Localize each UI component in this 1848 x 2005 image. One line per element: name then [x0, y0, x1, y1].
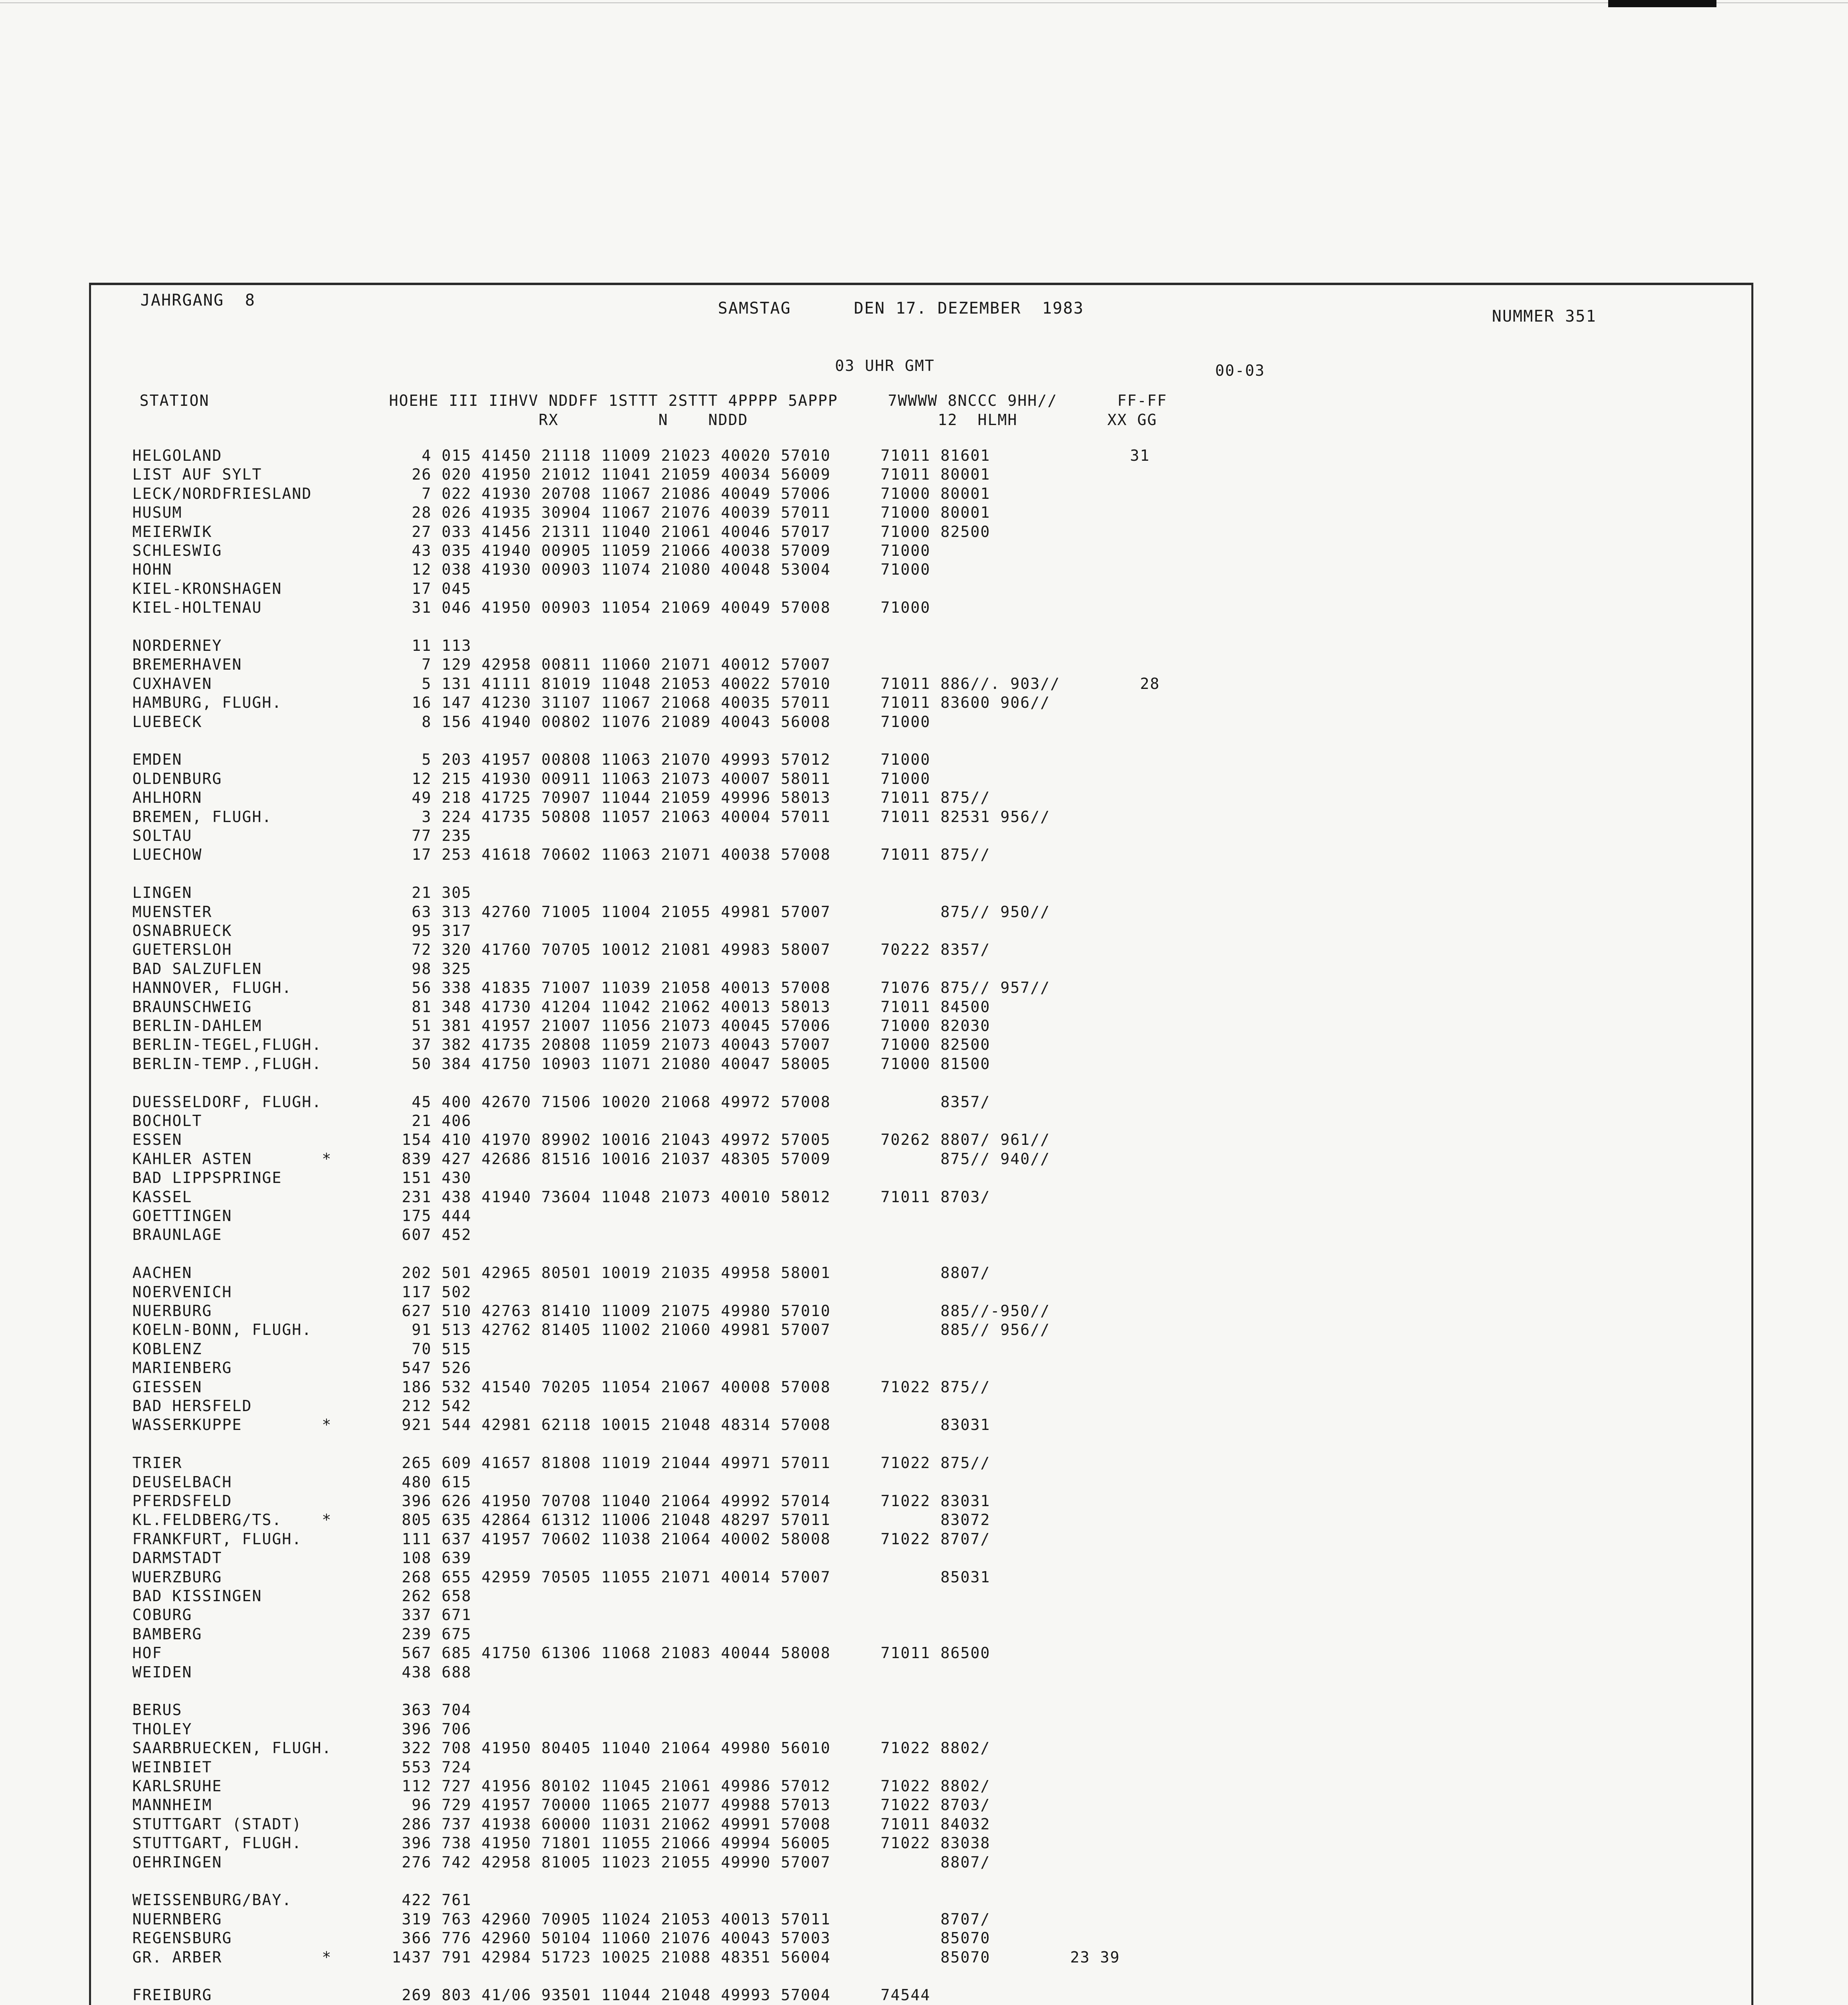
station-row: DARMSTADT 108 639	[132, 1549, 472, 1567]
station-row: LIST AUF SYLT 26 020 41950 21012 11041 21059 40034 56009 71011 80001	[132, 466, 991, 483]
station-row: MANNHEIM 96 729 41957 70000 11065 21077 49988 57013 71022 8703/	[132, 1796, 991, 1814]
station-row: GUETERSLOH 72 320 41760 70705 10012 21081 49983 58007 70222 8357/	[132, 941, 991, 958]
station-row: COBURG 337 671	[132, 1606, 472, 1624]
station-row: LUEBECK 8 156 41940 00802 11076 21089 40043 56008 71000	[132, 713, 931, 731]
station-row: LECK/NORDFRIESLAND 7 022 41930 20708 11067 21086 40049 57006 71000 80001	[132, 485, 991, 502]
station-row: HOHN 12 038 41930 00903 11074 21080 40048 53004 71000	[132, 561, 931, 578]
station-row: BAD KISSINGEN 262 658	[132, 1587, 472, 1605]
station-row: BAD SALZUFLEN 98 325	[132, 960, 472, 978]
station-row: EMDEN 5 203 41957 00808 11063 21070 49993 57012 71000	[132, 751, 931, 768]
top-border-line	[0, 2, 1848, 3]
station-row: OLDENBURG 12 215 41930 00911 11063 21073 40007 58011 71000	[132, 770, 931, 788]
station-row: BERLIN-TEMP.,FLUGH. 50 384 41750 10903 11071 21080 40047 58005 71000 81500	[132, 1055, 991, 1073]
station-row: WEISSENBURG/BAY. 422 761	[132, 1891, 472, 1909]
station-row: AHLHORN 49 218 41725 70907 11044 21059 49996 58013 71011 875//	[132, 789, 991, 806]
station-row: BRAUNLAGE 607 452	[132, 1226, 472, 1244]
station-row: KARLSRUHE 112 727 41956 80102 11045 21061 49986 57012 71022 8802/	[132, 1777, 991, 1795]
station-row: HAMBURG, FLUGH. 16 147 41230 31107 11067 21068 40035 57011 71011 83600 906//	[132, 694, 1050, 711]
station-row: OSNABRUECK 95 317	[132, 922, 472, 940]
station-row: NORDERNEY 11 113	[132, 637, 472, 654]
issue-number: NUMMER 351	[1492, 307, 1597, 326]
station-row: BAD HERSFELD 212 542	[132, 1397, 472, 1415]
station-row: BERLIN-TEGEL,FLUGH. 37 382 41735 20808 11059 21073 40043 57007 71000 82500	[132, 1036, 991, 1053]
station-row: NUERBURG 627 510 42763 81410 11009 21075 49980 57010 885//-950//	[132, 1302, 1050, 1320]
column-header-row-1: STATION HOEHE III IIHVV NDDFF 1STTT 2STTT 4PPPP 5APPP 7WWWW 8NCCC 9HH// FF-FF	[140, 392, 1167, 409]
station-row: SAARBRUECKEN, FLUGH. 322 708 41950 80405 11040 21064 49980 56010 71022 8802/	[132, 1739, 991, 1757]
station-row: KIEL-KRONSHAGEN 17 045	[132, 580, 472, 597]
station-row: OEHRINGEN 276 742 42958 81005 11023 21055 49990 57007 8807/	[132, 1853, 991, 1871]
station-row: WUERZBURG 268 655 42959 70505 11055 21071 40014 57007 85031	[132, 1568, 991, 1586]
station-row: BAMBERG 239 675	[132, 1625, 472, 1643]
station-row: SCHLESWIG 43 035 41940 00905 11059 21066 40038 57009 71000	[132, 542, 931, 559]
station-row: DUESSELDORF, FLUGH. 45 400 42670 71506 10020 21068 49972 57008 8357/	[132, 1093, 991, 1111]
station-row: BERUS 363 704	[132, 1701, 472, 1719]
station-row: STUTTGART (STADT) 286 737 41938 60000 11031 21062 49991 57008 71011 84032	[132, 1815, 991, 1833]
station-row: STUTTGART, FLUGH. 396 738 41950 71801 11055 21066 49994 56005 71022 83038	[132, 1834, 991, 1852]
date-label: SAMSTAG DEN 17. DEZEMBER 1983	[718, 299, 1084, 318]
station-row: DEUSELBACH 480 615	[132, 1473, 472, 1491]
station-row: KIEL-HOLTENAU 31 046 41950 00903 11054 21069 40049 57008 71000	[132, 599, 931, 616]
station-row: WEINBIET 553 724	[132, 1758, 472, 1776]
station-row: HELGOLAND 4 015 41450 21118 11009 21023 40020 57010 71011 81601 31	[132, 447, 1150, 464]
station-row: LUECHOW 17 253 41618 70602 11063 21071 40038 57008 71011 875//	[132, 846, 991, 863]
station-row: BOCHOLT 21 406	[132, 1112, 472, 1130]
station-row: NUERNBERG 319 763 42960 70905 11024 21053 40013 57011 8707/	[132, 1910, 991, 1928]
station-row: NOERVENICH 117 502	[132, 1283, 472, 1301]
station-row: REGENSBURG 366 776 42960 50104 11060 21076 40043 57003 85070	[132, 1929, 991, 1947]
station-row: THOLEY 396 706	[132, 1720, 472, 1738]
station-row: KL.FELDBERG/TS. * 805 635 42864 61312 11006 21048 48297 57011 83072	[132, 1511, 991, 1529]
station-row: HANNOVER, FLUGH. 56 338 41835 71007 11039 21058 40013 57008 71076 875// 957//	[132, 979, 1050, 996]
station-row: WEIDEN 438 688	[132, 1663, 472, 1681]
station-row: KAHLER ASTEN * 839 427 42686 81516 10016 21037 48305 57009 875// 940//	[132, 1150, 1050, 1168]
station-row: FRANKFURT, FLUGH. 111 637 41957 70602 11038 21064 40002 58008 71022 8707/	[132, 1530, 991, 1548]
station-row: HUSUM 28 026 41935 30904 11067 21076 40039 57011 71000 80001	[132, 504, 991, 521]
volume-label: JAHRGANG 8	[140, 291, 255, 310]
station-row: SOLTAU 77 235	[132, 827, 472, 845]
station-row: BREMEN, FLUGH. 3 224 41735 50808 11057 21063 40004 57011 71011 82531 956//	[132, 808, 1050, 826]
station-row: BRAUNSCHWEIG 81 348 41730 41204 11042 21062 40013 58013 71011 84500	[132, 998, 991, 1016]
station-row: TRIER 265 609 41657 81808 11019 21044 49971 57011 71022 875//	[132, 1454, 991, 1472]
station-row: MARIENBERG 547 526	[132, 1359, 472, 1377]
station-row: WASSERKUPPE * 921 544 42981 62118 10015 21048 48314 57008 83031	[132, 1416, 991, 1434]
station-row: HOF 567 685 41750 61306 11068 21083 40044 58008 71011 86500	[132, 1644, 991, 1662]
station-row: ESSEN 154 410 41970 89902 10016 21043 49972 57005 70262 8807/ 961//	[132, 1131, 1050, 1148]
column-header-row-2: RX N NDDD 12 HLMH XX GG	[140, 411, 1157, 429]
station-row: BERLIN-DAHLEM 51 381 41957 21007 11056 21073 40045 57006 71000 82030	[132, 1017, 991, 1035]
observation-time: 03 UHR GMT	[835, 357, 935, 375]
time-range: 00-03	[1215, 362, 1265, 379]
station-row: PFERDSFELD 396 626 41950 70708 11040 21064 49992 57014 71022 83031	[132, 1492, 991, 1510]
station-row: LINGEN 21 305	[132, 884, 472, 901]
station-row: KOBLENZ 70 515	[132, 1340, 472, 1358]
station-row: BAD LIPPSPRINGE 151 430	[132, 1169, 472, 1187]
station-row: GOETTINGEN 175 444	[132, 1207, 472, 1225]
station-row: KOELN-BONN, FLUGH. 91 513 42762 81405 11002 21060 49981 57007 885// 956//	[132, 1321, 1050, 1339]
station-row: KASSEL 231 438 41940 73604 11048 21073 40010 58012 71011 8703/	[132, 1188, 991, 1206]
station-row: BREMERHAVEN 7 129 42958 00811 11060 21071 40012 57007	[132, 656, 831, 673]
station-row: MEIERWIK 27 033 41456 21311 11040 21061 40046 57017 71000 82500	[132, 523, 991, 541]
station-row: MUENSTER 63 313 42760 71005 11004 21055 49981 57007 875// 950//	[132, 903, 1050, 921]
station-row: CUXHAVEN 5 131 41111 81019 11048 21053 40022 57010 71011 886//. 903// 28	[132, 675, 1160, 693]
station-row: AACHEN 202 501 42965 80501 10019 21035 49958 58001 8807/	[132, 1264, 991, 1282]
station-row: GR. ARBER * 1437 791 42984 51723 10025 21088 48351 56004 85070 23 39	[132, 1948, 1120, 1966]
corner-mark	[1608, 0, 1716, 7]
station-row: FREIBURG 269 803 41/06 93501 11044 21048 49993 57004 74544	[132, 1986, 931, 2004]
station-row: GIESSEN 186 532 41540 70205 11054 21067 40008 57008 71022 875//	[132, 1378, 991, 1396]
